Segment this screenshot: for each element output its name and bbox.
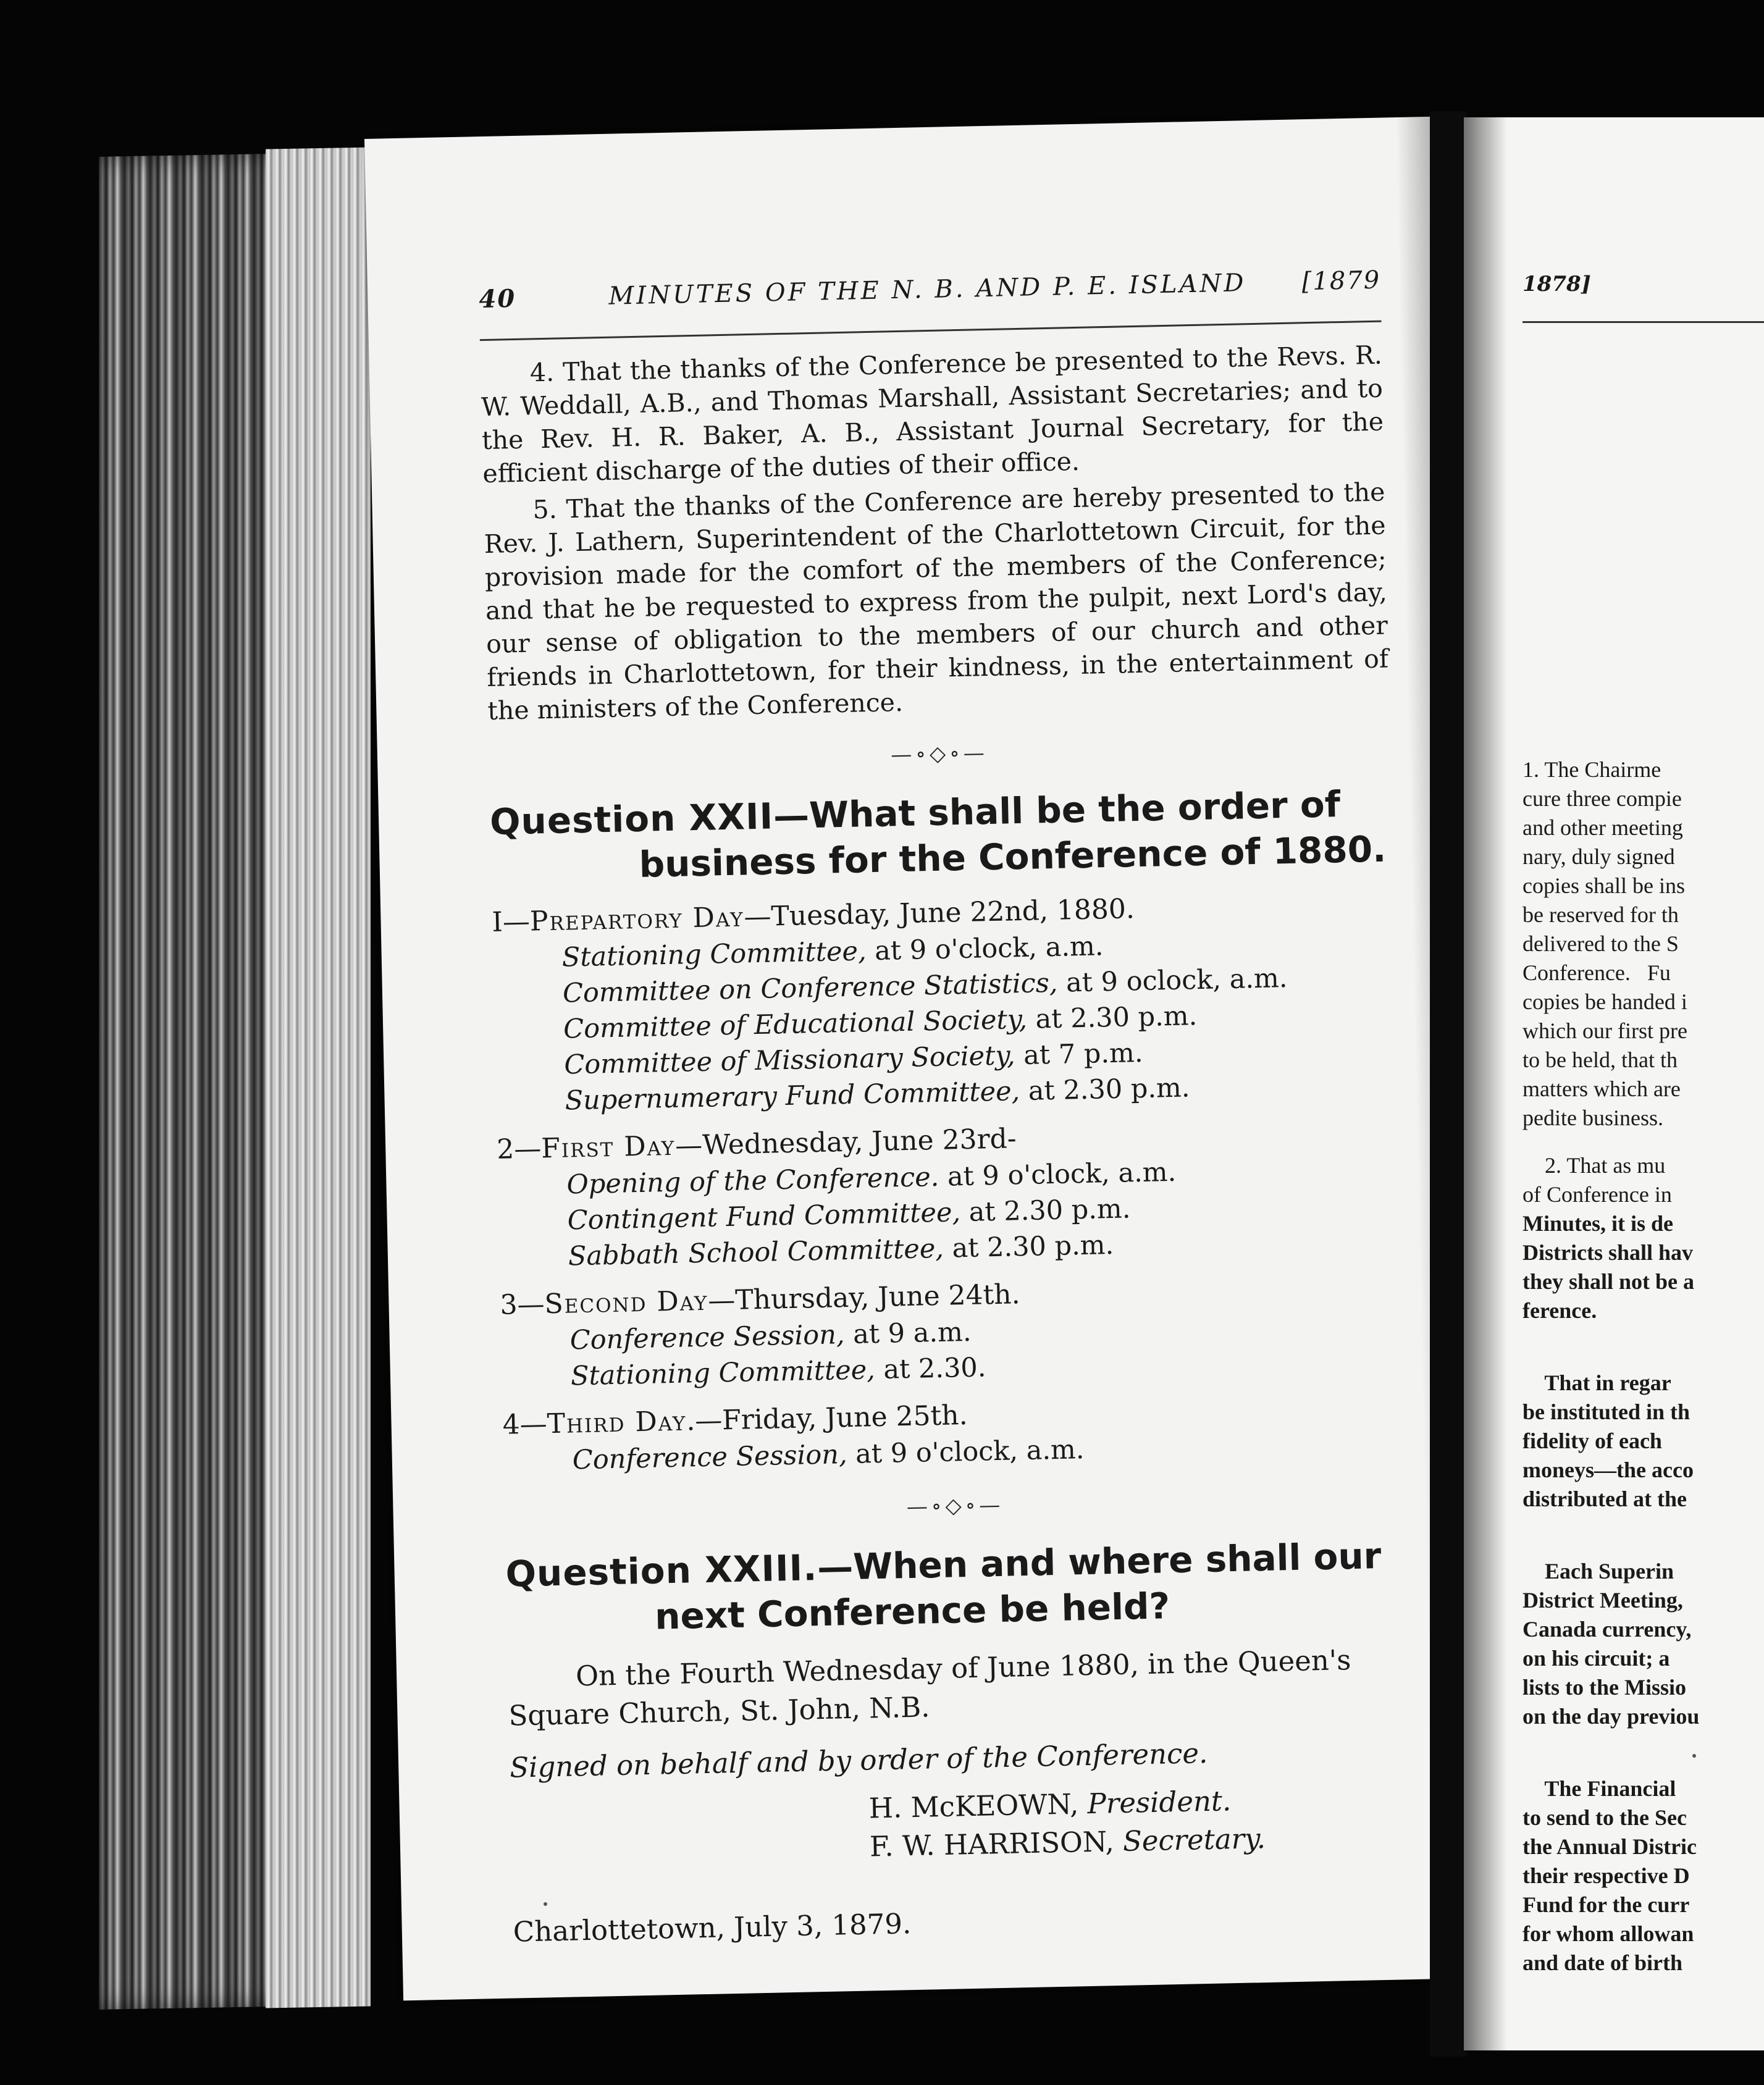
place-and-date: Charlottetown, July 3, 1879. bbox=[513, 1907, 912, 1949]
right-page-line: Minutes, it is de bbox=[1522, 1211, 1674, 1236]
right-page-line: for whom allowan bbox=[1522, 1921, 1694, 1946]
right-page-line: fidelity of each bbox=[1522, 1428, 1662, 1453]
paragraph-gap bbox=[1522, 1731, 1764, 1774]
day-block bbox=[492, 885, 1398, 1120]
schedule-item-time: at 2.30. bbox=[875, 1352, 986, 1386]
section-ornament: —∘◇∘— bbox=[890, 740, 989, 768]
schedule-item-label: Stationing Committee, bbox=[561, 936, 867, 973]
right-page-line: which our first pre bbox=[1522, 1018, 1687, 1043]
schedule-item-time: at 2.30 p.m. bbox=[1019, 1072, 1190, 1107]
question-22-number: Question XXII bbox=[489, 795, 774, 843]
schedule-item-label: Stationing Committee, bbox=[570, 1354, 876, 1392]
question-23-number: Question XXIII. bbox=[505, 1546, 818, 1595]
schedule-item-time: at 9 o'clock, a.m. bbox=[847, 1434, 1085, 1470]
day-name: Prepartory Day bbox=[529, 901, 745, 938]
right-page-line: Canada currency, bbox=[1522, 1617, 1692, 1642]
question-23-text: —When and where shall our next Conference be held? bbox=[654, 1535, 1382, 1638]
print-speck bbox=[544, 1902, 547, 1906]
day-number: 3— bbox=[500, 1288, 545, 1321]
right-page-line: and other meeting bbox=[1522, 815, 1683, 840]
running-head-title: MINUTES OF THE N. B. AND P. E. ISLAND bbox=[608, 269, 1246, 311]
right-page-line: lists to the Missio bbox=[1522, 1675, 1686, 1700]
day-date: —Thursday, June 24th. bbox=[707, 1278, 1021, 1317]
book-gutter bbox=[1430, 111, 1467, 2057]
day-name: First Day bbox=[540, 1130, 676, 1165]
signature-role: Secretary. bbox=[1114, 1822, 1266, 1858]
question-23-heading bbox=[505, 1532, 1409, 1643]
paragraph-gap bbox=[1522, 1514, 1764, 1557]
right-header-rule bbox=[1522, 321, 1764, 323]
right-page-line: Districts shall hav bbox=[1522, 1240, 1694, 1265]
schedule-item-time: at 9 a.m. bbox=[844, 1316, 972, 1351]
schedule-item-label: Committee of Missionary Society, bbox=[563, 1040, 1016, 1081]
day-date: —Tuesday, June 22nd, 1880. bbox=[743, 893, 1135, 933]
right-page-line: pedite business. bbox=[1522, 1105, 1663, 1130]
section-ornament-2: —∘◇∘— bbox=[906, 1492, 1004, 1520]
day-number: I— bbox=[492, 905, 531, 938]
right-page-content bbox=[1522, 272, 1764, 1978]
resolution-4: 4. That the thanks of the Conference be presented to the Revs. R. W. Weddall, A.B., and Thomas Marshall, Assistant Secretaries; and to the Rev. H. R. Baker, A. B., Assistant Journal Secretary, for the efficient discharge of the duties of their office. bbox=[481, 340, 1384, 489]
day-name: Second Day bbox=[544, 1285, 708, 1320]
right-page-line: cure three compie bbox=[1522, 786, 1682, 811]
day-block bbox=[500, 1268, 1403, 1396]
day-name: Third Day bbox=[547, 1405, 687, 1440]
running-head-year: [1879 bbox=[1301, 266, 1381, 296]
right-page-line: copies be handed i bbox=[1522, 989, 1687, 1014]
schedule-item-label: Contingent Fund Committee, bbox=[567, 1197, 961, 1236]
signature-name: F. W. HARRISON, bbox=[869, 1825, 1115, 1863]
right-page-line: 2. That as mu bbox=[1522, 1153, 1666, 1178]
right-page-line: to be held, that th bbox=[1522, 1047, 1678, 1072]
question-22-heading bbox=[489, 780, 1393, 891]
right-page-line: be instituted in th bbox=[1522, 1399, 1690, 1424]
schedule-item-label: Conference Session, bbox=[569, 1319, 846, 1356]
right-page-line: copies shall be ins bbox=[1522, 873, 1685, 898]
left-page bbox=[364, 116, 1503, 2001]
right-page-line: The Financial bbox=[1522, 1776, 1676, 1801]
right-page-line: on his circuit; a bbox=[1522, 1646, 1670, 1671]
print-speck bbox=[1692, 1754, 1696, 1758]
book-page-edge-highlight bbox=[266, 148, 371, 2008]
right-page-line: of Conference in bbox=[1522, 1182, 1672, 1207]
schedule-item-label: Opening of the Conference. bbox=[566, 1161, 939, 1201]
day-block bbox=[497, 1112, 1401, 1276]
right-page-line: nary, duly signed bbox=[1522, 844, 1675, 869]
right-page-line: to send to the Sec bbox=[1522, 1805, 1687, 1830]
left-page-content bbox=[479, 266, 1415, 1952]
schedule-item-label: Supernumerary Fund Committee, bbox=[565, 1076, 1020, 1117]
signature-role: President. bbox=[1078, 1784, 1232, 1821]
right-page-line: That in regar bbox=[1522, 1370, 1671, 1395]
signatures bbox=[510, 1778, 1413, 1874]
right-page-line: Conference. Fu bbox=[1522, 960, 1671, 985]
right-page-line: and date of birth bbox=[1522, 1950, 1683, 1975]
right-page-line: ference. bbox=[1522, 1298, 1597, 1323]
order-of-business bbox=[492, 885, 1405, 1479]
right-page-line: delivered to the S bbox=[1522, 931, 1679, 956]
right-page-line: on the day previou bbox=[1522, 1704, 1700, 1729]
right-page-shadow bbox=[1464, 117, 1507, 2050]
right-page-line: distributed at the bbox=[1522, 1487, 1687, 1511]
right-page-line: the Annual Distric bbox=[1522, 1834, 1697, 1859]
paragraph-gap bbox=[1522, 1325, 1764, 1369]
signature-name: H. McKEOWN, bbox=[868, 1787, 1079, 1825]
resolution-5: 5. That the thanks of the Conference are hereby presented to the Rev. J. Lathern, Superintendent of the Charlottetown Circuit, for the provision made for the comfort of the members of the Conference; and that he be requested to express from the pulpit, next Lord's day, our sense of obligation to the members of our church and other friends in Charlottetown, for their kindness, in the entertainment of the ministers of the Conference. bbox=[484, 477, 1389, 726]
signed-statement: Signed on behalf and by order of the Conference. bbox=[509, 1736, 1208, 1784]
question-23-answer: On the Fourth Wednesday of June 1880, in the Queen's Square Church, St. John, N.B. bbox=[508, 1643, 1351, 1732]
schedule-item-label: Conference Session, bbox=[572, 1439, 848, 1476]
schedule-item-label: Committee on Conference Statistics, bbox=[562, 967, 1058, 1009]
right-page-year: 1878] bbox=[1522, 272, 1591, 296]
right-page-line: moneys—the acco bbox=[1522, 1458, 1694, 1482]
schedule-item-time: at 2.30 p.m. bbox=[1027, 1001, 1198, 1035]
right-page-text bbox=[1522, 755, 1764, 1978]
schedule-item-label: Sabbath School Committee, bbox=[568, 1233, 944, 1272]
day-number: 4— bbox=[502, 1408, 548, 1441]
schedule-item-time: at 9 o'clock, a.m. bbox=[938, 1156, 1177, 1193]
right-page-line: 1. The Chairme bbox=[1522, 757, 1661, 782]
page-number: 40 bbox=[478, 283, 516, 314]
right-page-line: matters which are bbox=[1522, 1076, 1681, 1101]
right-page-line: be reserved for th bbox=[1522, 902, 1679, 927]
question-22-text: —What shall be the order of business for the Conference of 1880. bbox=[638, 783, 1387, 886]
schedule-item-time: at 2.30 p.m. bbox=[943, 1229, 1114, 1264]
right-page-line: District Meeting, bbox=[1522, 1588, 1683, 1613]
day-number: 2— bbox=[496, 1133, 542, 1165]
right-page bbox=[1464, 117, 1764, 2050]
schedule-item-label: Committee of Educational Society, bbox=[563, 1004, 1028, 1045]
day-date: .—Friday, June 25th. bbox=[686, 1399, 968, 1437]
right-page-line: Each Superin bbox=[1522, 1559, 1674, 1584]
schedule-item-time: at 9 oclock, a.m. bbox=[1057, 963, 1288, 999]
schedule-item-time: at 9 o'clock, a.m. bbox=[866, 931, 1104, 967]
day-block bbox=[502, 1388, 1405, 1480]
right-page-line: they shall not be a bbox=[1522, 1269, 1695, 1294]
schedule-item-time: at 2.30 p.m. bbox=[960, 1193, 1131, 1228]
right-page-line: Fund for the curr bbox=[1522, 1892, 1690, 1917]
right-page-line: their respective D bbox=[1522, 1863, 1690, 1888]
schedule-item-time: at 7 p.m. bbox=[1015, 1037, 1143, 1072]
day-date: —Wednesday, June 23rd- bbox=[674, 1123, 1017, 1162]
paragraph-gap bbox=[1522, 1133, 1764, 1151]
